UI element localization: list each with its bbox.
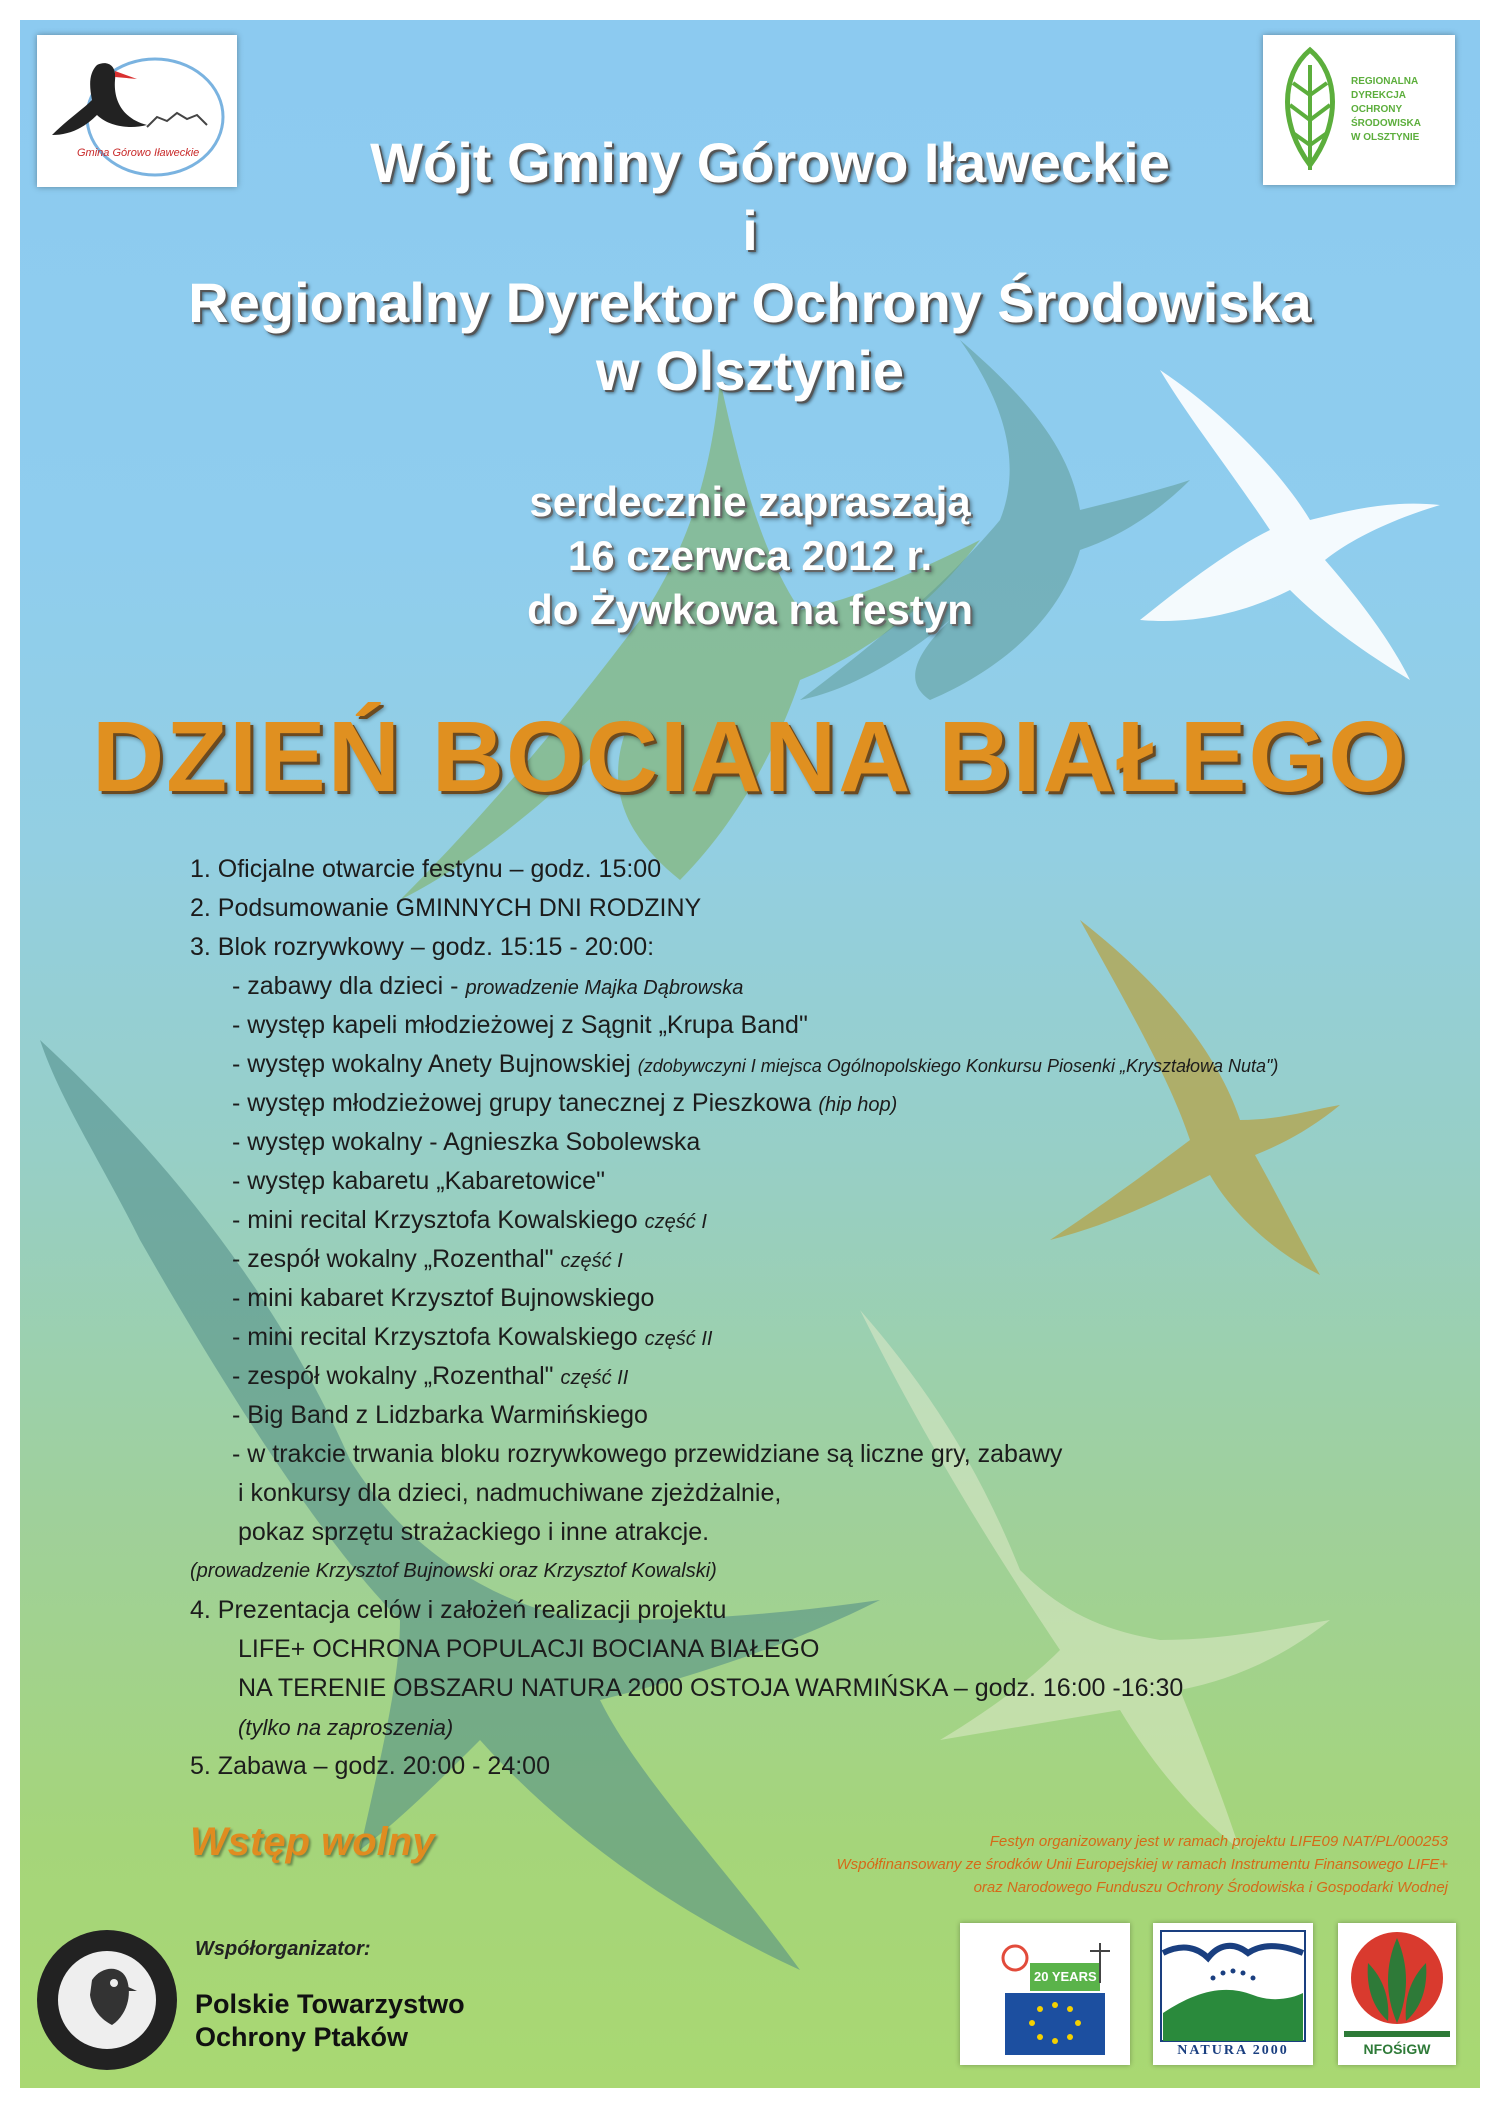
program-sub-13a: - w trakcie trwania bloku rozrywkowego przewidziane są liczne gry, zabawy xyxy=(232,1440,1063,1468)
stork-silhouette-white xyxy=(1100,350,1460,710)
funding-line-2: Współfinansowany ze środków Unii Europejskiej w ramach Instrumentu Finansowego LIFE+ xyxy=(836,1856,1448,1873)
rdos-text-4: ŚRODOWISKA xyxy=(1351,118,1421,129)
rdos-text-2: DYREKCJA xyxy=(1351,90,1407,101)
program-sub-7-text: - mini recital Krzysztofa Kowalskiego xyxy=(232,1206,638,1234)
funding-note xyxy=(688,1830,1448,1899)
program-sub-4-text: - występ młodzieżowej grupy tanecznej z Pieszkowa xyxy=(232,1089,812,1117)
program-sub-8 xyxy=(190,1240,1390,1279)
program-sub-6: - występ kabaretu „Kabaretowice" xyxy=(232,1167,605,1195)
invitation-line-1: serdecznie zapraszają xyxy=(529,478,971,525)
gmina-logo-text: Gmina Górowo Iławeckie xyxy=(77,147,200,159)
invitation-line-2: 16 czerwca 2012 r. xyxy=(567,532,933,579)
program-sub-8-text: - zespół wokalny „Rozenthal" xyxy=(232,1245,554,1273)
program-sub-1 xyxy=(190,967,1390,1006)
coorganizer-name-line-2: Ochrony Ptaków xyxy=(195,2022,409,2052)
rdos-text-1: REGIONALNA xyxy=(1351,76,1419,87)
program-sub-10-note: część II xyxy=(644,1328,713,1350)
program-sub-4 xyxy=(190,1084,1390,1123)
program-sub-13-note: (prowadzenie Krzysztof Bujnowski oraz Krzysztof Kowalski) xyxy=(190,1560,717,1582)
eu-life-text: 20 YEARS LIFE xyxy=(1034,1969,1129,1984)
program-sub-1-text: - zabawy dla dzieci - xyxy=(232,972,459,1000)
program-item-4-line-2: LIFE+ OCHRONA POPULACJI BOCIANA BIAŁEGO xyxy=(238,1635,820,1663)
program-sub-11-text: - zespół wokalny „Rozenthal" xyxy=(232,1362,554,1390)
ptop-seal-text xyxy=(42,2082,64,2083)
program-sub-2: - występ kapeli młodzieżowej z Sągnit „Krupa Band" xyxy=(232,1011,808,1039)
program-sub-8-note: część I xyxy=(560,1250,623,1272)
program-item-4-note: (tylko na zaproszenia) xyxy=(238,1715,454,1740)
program-item-2: 2. Podsumowanie GMINNYCH DNI RODZINY xyxy=(190,894,702,922)
funding-line-1: Festyn organizowany jest w ramach projektu LIFE09 NAT/PL/000253 xyxy=(989,1833,1448,1850)
eu-life-logo xyxy=(960,1923,1130,2065)
eu-flag-icon xyxy=(960,1923,1130,2065)
header-line-3: Regionalny Dyrektor Ochrony Środowiska xyxy=(188,271,1312,334)
coorganizer-name xyxy=(195,1988,465,2054)
program-sub-4-note: (hip hop) xyxy=(818,1094,898,1116)
funding-line-3: oraz Narodowego Funduszu Ochrony Środowiska i Gospodarki Wodnej xyxy=(973,1879,1448,1896)
event-title: DZIEŃ BOCIANA BIAŁEGO xyxy=(91,701,1409,813)
program-item-1: 1. Oficjalne otwarcie festynu – godz. 15:00 xyxy=(190,855,662,883)
program-list xyxy=(190,850,1390,1786)
poster xyxy=(20,20,1480,2088)
program-item-5: 5. Zabawa – godz. 20:00 - 24:00 xyxy=(190,1752,550,1780)
program-sub-7 xyxy=(190,1201,1390,1240)
program-sub-12: - Big Band z Lidzbarka Warmińskiego xyxy=(232,1401,648,1429)
program-sub-3-note: (zdobywczyni I miejsca Ogólnopolskiego Konkursu Piosenki „Kryształowa Nuta") xyxy=(637,1056,1279,1076)
program-item-3: 3. Blok rozrywkowy – godz. 15:15 - 20:00: xyxy=(190,933,655,961)
program-item-4: 4. Prezentacja celów i założeń realizacji projektu xyxy=(190,1596,727,1624)
program-sub-1-note: prowadzenie Majka Dąbrowska xyxy=(465,977,744,999)
rdos-text-5: W OLSZTYNIE xyxy=(1351,132,1420,143)
program-item-4-line-3: NA TERENIE OBSZARU NATURA 2000 OSTOJA WARMIŃSKA – godz. 16:00 -16:30 xyxy=(238,1674,1184,1702)
coorganizer-name-line-1: Polskie Towarzystwo xyxy=(195,1989,465,2019)
program-sub-7-note: część I xyxy=(644,1211,707,1233)
coorganizer-label: Współorganizator: xyxy=(195,1938,371,1960)
invitation-line-3: do Żywkowa na festyn xyxy=(527,586,973,633)
nfosigw-logo xyxy=(1338,1923,1456,2065)
natura-2000-logo xyxy=(1153,1923,1313,2065)
program-sub-13c: pokaz sprzętu strażackiego i inne atrakcje. xyxy=(238,1518,710,1546)
header-line-4: w Olsztynie xyxy=(595,339,905,402)
header-line-2: i xyxy=(742,199,758,262)
program-sub-13b: i konkursy dla dzieci, nadmuchiwane zjeżdżalnie, xyxy=(238,1479,782,1507)
program-sub-3 xyxy=(190,1045,1390,1084)
program-sub-11-note: część II xyxy=(560,1367,629,1389)
program-sub-3-text: - występ wokalny Anety Bujnowskiej xyxy=(232,1050,631,1078)
header-line-1: Wójt Gminy Górowo Iławeckie xyxy=(370,131,1170,194)
program-sub-10-text: - mini recital Krzysztofa Kowalskiego xyxy=(232,1323,638,1351)
ptop-seal-logo xyxy=(32,1925,182,2075)
rdos-text-3: OCHRONY xyxy=(1351,104,1403,115)
natura-2000-text: NATURA 2000 xyxy=(1177,2043,1289,2058)
program-sub-11 xyxy=(190,1357,1390,1396)
program-sub-10 xyxy=(190,1318,1390,1357)
free-entry-text: Wstęp wolny xyxy=(190,1820,435,1864)
program-sub-5: - występ wokalny - Agnieszka Sobolewska xyxy=(232,1128,701,1156)
nfosigw-text: NFOŚiGW xyxy=(1363,2041,1431,2057)
program-sub-9: - mini kabaret Krzysztof Bujnowskiego xyxy=(232,1284,655,1312)
